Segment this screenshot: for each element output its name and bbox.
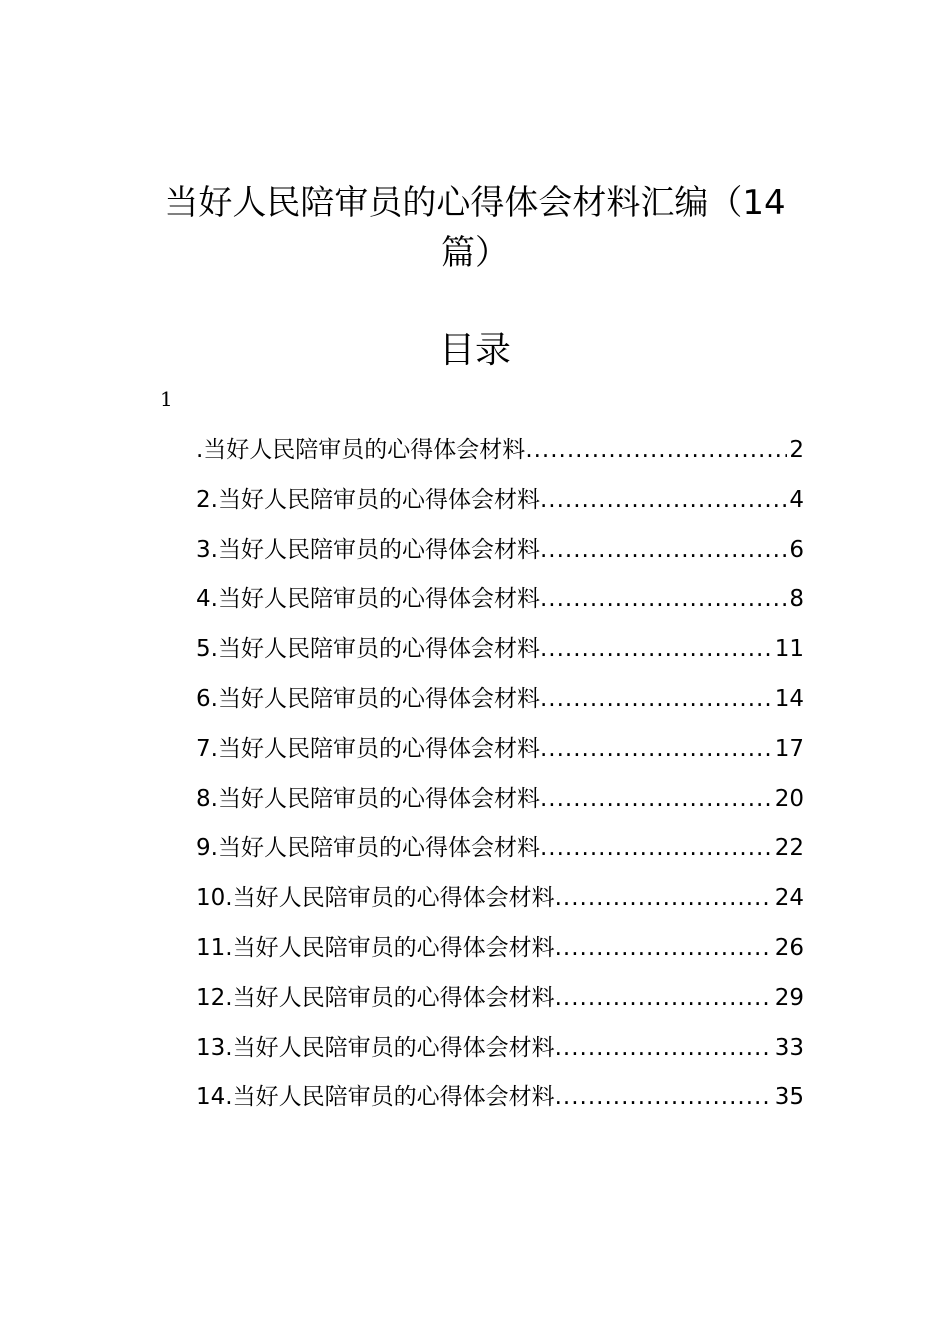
toc-entry-label: .当好人民陪审员的心得体会材料: [196, 437, 526, 463]
toc-entry-label: 5.当好人民陪审员的心得体会材料: [196, 636, 540, 663]
toc-heading: 目录: [438, 330, 511, 371]
toc-entry[interactable]: [196, 429, 804, 479]
toc-entry-page: 8: [789, 586, 804, 613]
toc-leader-dots: [540, 628, 773, 670]
toc-entry-label: 10.当好人民陪审员的心得体会材料: [196, 885, 555, 912]
toc-entry-page: 4: [789, 486, 804, 513]
toc-entry-page: 33: [774, 1034, 804, 1061]
toc-entry-page: 22: [774, 835, 804, 862]
toc-entry-page: 17: [774, 735, 804, 762]
toc-entry[interactable]: [196, 1027, 804, 1077]
toc-leader-dots: [525, 429, 787, 471]
toc-entry-label: 2.当好人民陪审员的心得体会材料: [196, 486, 540, 513]
toc-leader-dots: [540, 728, 773, 770]
toc-entry-page: 26: [774, 934, 804, 961]
toc-entry-page: 20: [774, 785, 804, 812]
toc-entry-label: 11.当好人民陪审员的心得体会材料: [196, 934, 555, 961]
toc-leader-dots: [540, 578, 787, 620]
toc-leader-dots: [540, 778, 773, 820]
toc-entry[interactable]: [196, 728, 804, 778]
document-title: 当好人民陪审员的心得体会材料汇编（14篇）: [164, 183, 786, 273]
toc-entry-page: 6: [789, 536, 804, 563]
toc-entry[interactable]: [196, 1076, 804, 1126]
toc-entry[interactable]: [196, 927, 804, 977]
toc-entry[interactable]: [196, 778, 804, 828]
toc-entry-page: 24: [774, 885, 804, 912]
toc-entry-label: 7.当好人民陪审员的心得体会材料: [196, 735, 540, 762]
toc-leader-dots: [555, 977, 773, 1019]
toc-entry-page: 29: [774, 984, 804, 1011]
toc-leader-dots: [540, 827, 773, 869]
toc-entry-page: 14: [774, 685, 804, 712]
toc-entry[interactable]: [196, 628, 804, 678]
toc-entry[interactable]: [196, 578, 804, 628]
toc-entry-label: 6.当好人民陪审员的心得体会材料: [196, 685, 540, 712]
toc-entry-label: 9.当好人民陪审员的心得体会材料: [196, 835, 540, 862]
toc-entry-label: 12.当好人民陪审员的心得体会材料: [196, 984, 555, 1011]
toc-entry-page: 11: [774, 636, 804, 663]
toc-entry-label: 13.当好人民陪审员的心得体会材料: [196, 1034, 555, 1061]
toc-entry[interactable]: [196, 529, 804, 579]
table-of-contents: [196, 429, 804, 1126]
toc-leader-dots: [555, 927, 773, 969]
toc-entry[interactable]: [196, 877, 804, 927]
toc-leader-dots: [555, 1076, 773, 1118]
toc-leader-dots: [540, 678, 773, 720]
toc-leader-dots: [540, 479, 787, 521]
toc-entry-label: 4.当好人民陪审员的心得体会材料: [196, 586, 540, 613]
toc-leader-dots: [555, 1027, 773, 1069]
toc-entry-label: 8.当好人民陪审员的心得体会材料: [196, 785, 540, 812]
toc-entry-label: 14.当好人民陪审员的心得体会材料: [196, 1084, 555, 1111]
toc-entry[interactable]: [196, 479, 804, 529]
list-marker: 1: [160, 387, 173, 411]
toc-leader-dots: [540, 529, 787, 571]
toc-entry[interactable]: [196, 827, 804, 877]
toc-entry-page: 2: [789, 437, 804, 463]
toc-entry-label: 3.当好人民陪审员的心得体会材料: [196, 536, 540, 563]
toc-entry[interactable]: [196, 678, 804, 728]
toc-leader-dots: [555, 877, 773, 919]
toc-entry[interactable]: [196, 977, 804, 1027]
toc-entry-page: 35: [774, 1084, 804, 1111]
